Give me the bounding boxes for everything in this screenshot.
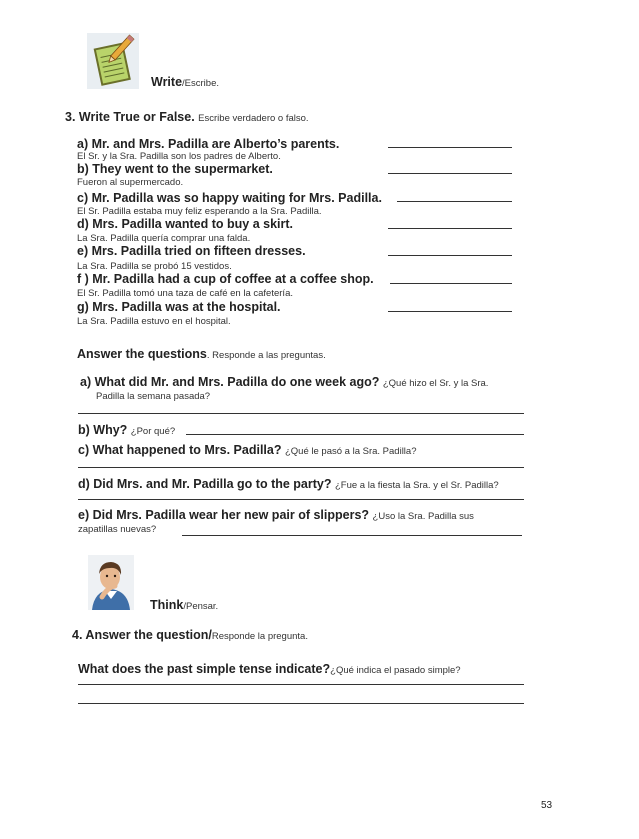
- thinking-person-icon: [88, 555, 134, 610]
- exercise4-heading: [72, 628, 308, 642]
- statement-b-translation: Fueron al supermercado.: [77, 177, 184, 188]
- question-b-en: b) Why?: [78, 423, 128, 437]
- question-e-es: ¿Uso la Sra. Padilla sus: [372, 511, 474, 522]
- answer-blank-c[interactable]: [397, 201, 512, 202]
- answer-line-c[interactable]: [78, 467, 524, 468]
- think-heading-en: Think: [150, 598, 184, 612]
- page-number: 53: [541, 800, 553, 811]
- statement-e: e) Mrs. Padilla tried on fifteen dresses.: [77, 244, 306, 258]
- exercise3-instruction: Escribe verdadero o falso.: [198, 113, 309, 124]
- questions-title: Answer the questions: [77, 347, 207, 361]
- exercise3-heading: [65, 110, 309, 124]
- exercise4-question-es: ¿Qué indica el pasado simple?: [330, 665, 461, 676]
- question-b: [78, 423, 175, 437]
- questions-heading: [77, 347, 326, 361]
- statement-a-translation: El Sr. y la Sra. Padilla son los padres de Alberto.: [77, 151, 281, 162]
- exercise4-question: [78, 662, 461, 676]
- statement-c-translation: El Sr. Padilla estaba muy feliz esperando a la Sra. Padilla.: [77, 206, 322, 217]
- answer-blank-e[interactable]: [388, 255, 512, 256]
- answer-blank-b[interactable]: [388, 173, 512, 174]
- answer-line-a[interactable]: [78, 413, 524, 414]
- exercise4-title: 4. Answer the question/: [72, 628, 212, 642]
- question-d-en: d) Did Mrs. and Mr. Padilla go to the party?: [78, 477, 332, 491]
- answer-blank-a[interactable]: [388, 147, 512, 148]
- exercise4-instruction: Responde la pregunta.: [211, 631, 308, 642]
- question-a-en: a) What did Mr. and Mrs. Padilla do one week ago?: [80, 375, 380, 389]
- think-heading-es: /Pensar.: [183, 601, 219, 612]
- question-c-es: ¿Qué le pasó a la Sra. Padilla?: [284, 446, 417, 457]
- question-e: [78, 508, 474, 522]
- statement-g-translation: La Sra. Padilla estuvo en el hospital.: [77, 316, 231, 327]
- question-e-es-continued: zapatillas nuevas?: [78, 524, 157, 535]
- answer-line-d[interactable]: [78, 499, 524, 500]
- answer-blank-f[interactable]: [390, 283, 512, 284]
- question-b-es: ¿Por qué?: [130, 426, 176, 437]
- answer-line-b[interactable]: [186, 434, 524, 435]
- statement-f: f ) Mr. Padilla had a cup of coffee at a coffee shop.: [77, 272, 374, 286]
- write-heading-es: /Escribe.: [182, 78, 219, 89]
- answer-line-e[interactable]: [182, 535, 522, 536]
- question-a-es: ¿Qué hizo el Sr. y la Sra.: [382, 378, 489, 389]
- question-d: [78, 477, 499, 491]
- question-a: [80, 375, 488, 389]
- question-d-es: ¿Fue a la fiesta la Sra. y el Sr. Padilla?: [334, 480, 499, 491]
- question-e-en: e) Did Mrs. Padilla wear her new pair of slippers?: [78, 508, 370, 522]
- statement-c: c) Mr. Padilla was so happy waiting for Mrs. Padilla.: [77, 191, 382, 205]
- exercise4-question-en: What does the past simple tense indicate?: [78, 662, 331, 676]
- exercise3-title: 3. Write True or False.: [65, 110, 195, 124]
- notepad-pencil-icon: [87, 33, 139, 89]
- write-heading-en: Write: [151, 75, 183, 89]
- statement-g: g) Mrs. Padilla was at the hospital.: [77, 300, 281, 314]
- answer-blank-d[interactable]: [388, 228, 512, 229]
- think-heading: [150, 598, 218, 612]
- statement-b: b) They went to the supermarket.: [77, 162, 273, 176]
- statement-d-translation: La Sra. Padilla quería comprar una falda.: [77, 233, 251, 244]
- statement-e-translation: La Sra. Padilla se probó 15 vestidos.: [77, 261, 232, 272]
- questions-instruction: . Responde a las preguntas.: [206, 350, 326, 361]
- question-c-en: c) What happened to Mrs. Padilla?: [78, 443, 282, 457]
- answer-blank-g[interactable]: [388, 311, 512, 312]
- answer-line-4-2[interactable]: [78, 703, 524, 704]
- write-heading: [151, 75, 219, 89]
- question-a-es-continued: Padilla la semana pasada?: [96, 391, 211, 402]
- statement-d: d) Mrs. Padilla wanted to buy a skirt.: [77, 217, 294, 231]
- statement-f-translation: El Sr. Padilla tomó una taza de café en la cafetería.: [77, 288, 293, 299]
- statement-a: a) Mr. and Mrs. Padilla are Alberto’s parents.: [77, 137, 340, 151]
- question-c: [78, 443, 416, 457]
- answer-line-4-1[interactable]: [78, 684, 524, 685]
